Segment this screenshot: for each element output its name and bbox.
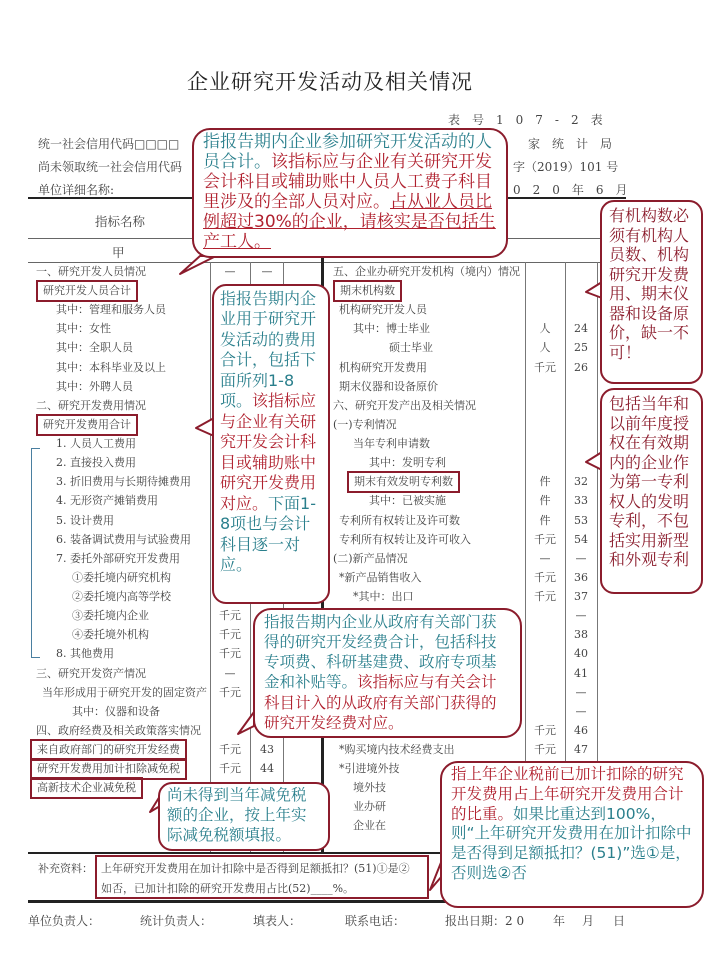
left-row-label: 5. 设计费用 bbox=[56, 513, 114, 527]
left-row-unit: 千元 bbox=[219, 628, 241, 642]
left-row-label: 3. 折旧费用与长期待摊费用 bbox=[56, 475, 191, 489]
right-row-code: 25 bbox=[574, 341, 588, 355]
right-row-label: 其中：已被实施 bbox=[369, 494, 446, 508]
left-row-label: 来自政府部门的研究开发经费 bbox=[32, 741, 185, 759]
callout-government-funding bbox=[253, 608, 522, 738]
right-row-label: 六、研究开发产出及相关情况 bbox=[333, 398, 476, 412]
right-row-label: 硕士毕业 bbox=[389, 341, 433, 355]
left-row-label: 4. 无形资产摊销费用 bbox=[56, 494, 158, 508]
callout-3-rule: 该指标应与企业有关研究开发会计科目或辅助账中研究开发费用对应。 bbox=[220, 391, 317, 513]
left-row-label: 其中：仪器和设备 bbox=[72, 704, 160, 718]
left-row-unit: 千元 bbox=[219, 743, 241, 756]
right-row-code: 40 bbox=[574, 647, 588, 661]
right-row-code: 41 bbox=[574, 666, 588, 680]
right-row-label: 机构研究开发人员 bbox=[339, 303, 427, 317]
left-row-label: ②委托境内高等学校 bbox=[72, 590, 171, 604]
right-row-code: 38 bbox=[574, 628, 588, 642]
right-row-code: 33 bbox=[574, 494, 588, 508]
right-row-code: 54 bbox=[574, 532, 588, 546]
right-row-label: 企业在 bbox=[353, 819, 386, 833]
callout-deduction-ratio bbox=[440, 761, 704, 908]
right-row-code: 24 bbox=[574, 322, 588, 336]
left-row-label: 其中：女性 bbox=[56, 322, 111, 336]
footer-month: 月 bbox=[582, 914, 595, 928]
page-title: 企业研究开发活动及相关情况 bbox=[187, 70, 473, 94]
callout-patents bbox=[600, 388, 703, 594]
left-row-label: 其中：全职人员 bbox=[56, 341, 133, 355]
left-row-label: 其中：本科毕业及以上 bbox=[56, 360, 166, 374]
right-row-unit: 件 bbox=[539, 513, 551, 527]
right-row-code: — bbox=[575, 609, 587, 623]
left-row-label: 研究开发费用加计扣除减免税 bbox=[32, 760, 185, 778]
right-row-label: *购买境内技术经费支出 bbox=[339, 743, 455, 756]
callout-tax-reduction bbox=[158, 782, 330, 851]
callout-3-definition: 指报告期内企业用于研究开发活动的费用合计，包括下面所列1-8项。 bbox=[220, 289, 317, 411]
right-row-code: — bbox=[575, 704, 587, 718]
right-row-unit: 千元 bbox=[534, 590, 556, 604]
right-row-unit: 件 bbox=[539, 494, 551, 508]
right-row-unit: 件 bbox=[539, 475, 551, 489]
left-row-label: 6. 装备调试费用与试验费用 bbox=[56, 532, 191, 546]
left-row-code: 44 bbox=[260, 762, 274, 776]
right-row-unit: 人 bbox=[539, 341, 551, 355]
left-row-unit: 千元 bbox=[219, 609, 241, 623]
right-row-code: 47 bbox=[574, 743, 588, 756]
supplement-question-52: 如否，已加计扣除的研究开发费用占比(52)____%。 bbox=[101, 882, 355, 895]
footer-date: 报出日期：2 0 bbox=[445, 914, 525, 928]
right-row-unit: — bbox=[539, 551, 551, 565]
footer-filler: 填表人： bbox=[253, 914, 302, 928]
right-row-label: 专利所有权转让及许可收入 bbox=[339, 532, 471, 546]
left-row-label: 其中：管理和服务人员 bbox=[56, 303, 166, 317]
callout-rd-expense bbox=[212, 284, 330, 604]
left-row-label: 研究开发人员合计 bbox=[38, 282, 136, 300]
left-row-unit: 千元 bbox=[219, 762, 241, 776]
callout-institutions bbox=[600, 200, 703, 384]
right-row-label: 境外技 bbox=[353, 781, 386, 795]
footer-year: 年 bbox=[553, 914, 566, 928]
callout-5-tail bbox=[238, 712, 254, 734]
supplement-question-51: 上年研究开发费用在加计扣除中是否得到足额抵扣？(51)①是② bbox=[101, 862, 410, 875]
left-row-label: ④委托境外机构 bbox=[72, 628, 149, 642]
left-row-label: 当年形成用于研究开发的固定资产 bbox=[42, 685, 207, 699]
right-row-code: — bbox=[575, 685, 587, 699]
right-row-code: — bbox=[575, 551, 587, 565]
callout-1-definition: 指报告期内企业参加研究开发活动的人员合计。 bbox=[203, 132, 492, 173]
unit-name-label: 单位详细名称: bbox=[38, 183, 115, 197]
approval-number: 字（2019）101 号 bbox=[513, 160, 619, 174]
right-row-code: 36 bbox=[574, 570, 588, 584]
left-row-label: 研究开发费用合计 bbox=[38, 416, 136, 434]
left-row-label: 其中：外聘人员 bbox=[56, 379, 133, 393]
right-row-code: 26 bbox=[574, 360, 588, 374]
valid-until: 0 2 0 年 6 月 bbox=[513, 183, 628, 197]
footer-unit-head: 单位负责人： bbox=[28, 914, 101, 928]
right-row-unit: 千元 bbox=[534, 360, 556, 374]
left-row-label: ③委托境内企业 bbox=[72, 609, 149, 623]
right-row-unit: 千元 bbox=[534, 743, 556, 756]
right-row-unit: 人 bbox=[539, 322, 551, 336]
column-header-jia: 甲 bbox=[112, 245, 125, 260]
callout-1-warning: 占从业人员比例超过30%的企业，请核实是否包括生产工人。 bbox=[203, 192, 496, 253]
callout-1-tail bbox=[180, 256, 216, 274]
no-credit-code-label: 尚未领取统一社会信用代码 bbox=[38, 160, 183, 174]
footer-phone: 联系电话： bbox=[345, 914, 406, 928]
left-row-label: ①委托境内研究机构 bbox=[72, 570, 171, 584]
issuing-authority: 家 统 计 局 bbox=[528, 137, 613, 151]
right-row-label: 期末仪器和设备原价 bbox=[339, 379, 438, 393]
left-row-unit: 千元 bbox=[219, 647, 241, 661]
left-row-unit: — bbox=[224, 265, 236, 278]
callout-2-text: 有机构数必须有机构人员数、机构研究开发费用、期末仪器和设备原价，缺一不可！ bbox=[609, 206, 690, 362]
right-row-unit: 千元 bbox=[534, 532, 556, 546]
right-row-label: 期末有效发明专利数 bbox=[349, 473, 458, 491]
callout-5-definition: 指报告期内企业从政府有关部门获得的研究开发经费合计，包括科技专项费、科研基建费、政府专项基金和补贴等。 bbox=[264, 613, 497, 692]
right-row-label: 其中：发明专利 bbox=[369, 456, 446, 470]
left-row-label: 7. 委托外部研究开发费用 bbox=[56, 551, 180, 565]
right-row-label: 五、企业办研究开发机构（境内）情况 bbox=[333, 265, 520, 278]
right-row-unit: 千元 bbox=[534, 723, 556, 737]
right-row-label: *新产品销售收入 bbox=[339, 570, 422, 584]
footer-day: 日 bbox=[613, 914, 626, 928]
left-row-code: — bbox=[261, 265, 273, 278]
right-row-label: (一)专利情况 bbox=[333, 417, 397, 431]
left-row-label: 2. 直接投入费用 bbox=[56, 456, 136, 470]
credit-code-label: 统一社会信用代码□□□□ bbox=[38, 137, 180, 151]
right-row-label: (二)新产品情况 bbox=[333, 551, 408, 565]
supplement-label: 补充资料： bbox=[38, 862, 93, 875]
form-number: 表 号 1 0 7 - 2 表 bbox=[448, 113, 603, 127]
right-row-label: 机构研究开发费用 bbox=[339, 360, 427, 374]
right-row-label: 当年专利申请数 bbox=[353, 437, 430, 451]
right-row-label: 专利所有权转让及许可数 bbox=[339, 513, 460, 527]
callout-7-definition: 指上年企业税前已加计扣除的研究开发费用占上年研究开发费用合计的比重。 bbox=[451, 765, 684, 823]
right-row-unit: 千元 bbox=[534, 570, 556, 584]
left-row-label: 1. 人员人工费用 bbox=[56, 437, 136, 451]
right-row-code: 37 bbox=[574, 590, 588, 604]
right-row-label: 业办研 bbox=[353, 800, 386, 814]
left-row-label: 一、研究开发人员情况 bbox=[36, 265, 146, 278]
right-row-code: 46 bbox=[574, 723, 588, 737]
left-row-unit: — bbox=[224, 666, 236, 680]
right-row-label: 其中：博士毕业 bbox=[353, 322, 430, 336]
column-header-name: 指标名称 bbox=[95, 214, 146, 229]
callout-3-note: 下面1-8项也与会计科目逐一对应。 bbox=[220, 493, 316, 575]
right-row-code: 32 bbox=[574, 475, 588, 489]
left-row-unit: 千元 bbox=[219, 685, 241, 699]
right-row-label: *引进境外技 bbox=[339, 762, 400, 776]
right-row-code: 53 bbox=[574, 513, 588, 527]
left-row-label: 三、研究开发资产情况 bbox=[36, 666, 146, 680]
left-row-code: 43 bbox=[260, 743, 274, 756]
callout-4-text: 包括当年和以前年度授权在有效期内的企业作为第一专利权人的发明专利，不包括实用新型和外观专利 bbox=[609, 394, 690, 570]
left-row-label: 8. 其他费用 bbox=[56, 647, 114, 661]
left-row-label: 二、研究开发费用情况 bbox=[36, 398, 146, 412]
callout-7-instruction: 如果比重达到100%，则“上年研究开发费用在加计扣除中是否得到足额抵扣？(51)”选①是，否则选②否 bbox=[451, 804, 692, 883]
callout-6-text: 尚未得到当年减免税额的企业，按上年实际减免税额填报。 bbox=[167, 786, 307, 845]
callout-rd-personnel bbox=[192, 128, 508, 258]
footer-stat-head: 统计负责人： bbox=[140, 914, 213, 928]
right-row-label: 期末机构数 bbox=[335, 282, 400, 300]
left-row-label: 高新技术企业减免税 bbox=[32, 779, 141, 797]
callout-5-rule: 该指标应与有关会计科目计入的从政府有关部门获得的研究开发经费对应。 bbox=[264, 673, 497, 732]
right-row-label: *其中：出口 bbox=[353, 590, 414, 604]
left-row-label: 四、政府经费及相关政策落实情况 bbox=[36, 723, 201, 737]
callout-1-rule: 该指标应与企业有关研究开发会计科目或辅助账中人员人工费子科目里涉及的全部人员对应。 bbox=[203, 152, 492, 213]
